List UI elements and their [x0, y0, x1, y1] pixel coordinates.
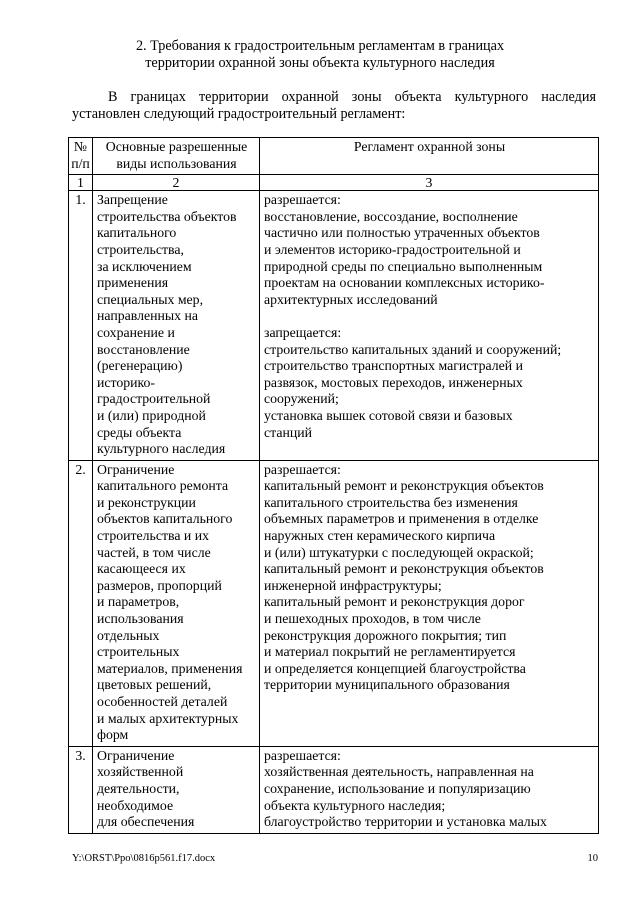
regulation-line: восстановление, воссоздание, восполнение: [264, 208, 518, 224]
intro-paragraph: В границах территории охранной зоны объекта культурного наследия установлен следующий градостроительный регламент:: [72, 89, 596, 122]
regulation-line: капитального строительства без изменения: [264, 494, 518, 510]
uses-line: специальных мер,: [97, 291, 204, 307]
uses-line: капитального ремонта: [97, 478, 229, 494]
uses-line: отдельных: [97, 627, 160, 643]
uses-line: деятельности,: [97, 780, 180, 796]
regulation-line: и (или) штукатурки с последующей окраской;: [264, 544, 534, 560]
uses-line: цветовых решений,: [97, 677, 212, 693]
regulation-line: частично или полностью утраченных объектов: [264, 225, 540, 241]
table-header-row: [69, 138, 599, 175]
header-number-line-1: №: [73, 139, 88, 154]
uses-line: строительства и их: [97, 528, 210, 544]
regulation-line: благоустройство территории и установка малых: [264, 814, 547, 830]
uses-line: форм: [97, 727, 129, 743]
regulation-line: хозяйственная деятельность, направленная на: [264, 764, 534, 780]
header-number-line-2: п/п: [71, 155, 90, 171]
table-row: [69, 746, 599, 833]
regulation-line: реконструкция дорожного покрытия; тип: [264, 627, 507, 643]
uses-line: и малых архитектурных: [97, 710, 239, 726]
row-regulation: [260, 191, 599, 461]
uses-line: хозяйственной: [97, 764, 184, 780]
uses-line: (регенерацию): [97, 358, 183, 374]
column-number-1: 1: [69, 175, 93, 191]
regulation-line: проектам на основании комплексных историко-: [264, 275, 545, 291]
regulation-line: разрешается:: [264, 192, 341, 208]
header-uses-line-1: Основные разрешенные: [105, 139, 248, 154]
table-row: [69, 191, 599, 461]
file-path: Y:\ORST\Ppo\0816p561.f17.docx: [72, 853, 216, 864]
uses-line: размеров, пропорций: [97, 577, 222, 593]
regulation-line: территории муниципального образования: [264, 677, 510, 693]
row-uses: [93, 746, 260, 833]
row-regulation: [260, 746, 599, 833]
table-row: [69, 460, 599, 746]
regulation-line: установка вышек сотовой связи и базовых: [264, 407, 513, 423]
uses-line: использования: [97, 611, 184, 627]
uses-line: объектов капитального: [97, 511, 233, 527]
uses-line: историко-: [97, 374, 156, 390]
heading-line-2: территории охранной зоны объекта культурного наследия: [145, 55, 495, 71]
uses-line: восстановление: [97, 341, 190, 357]
uses-line: Ограничение: [97, 461, 175, 477]
regulation-line: объекта культурного наследия;: [264, 797, 446, 813]
paragraph-gap: [264, 308, 595, 325]
uses-line: строительных: [97, 644, 180, 660]
header-uses-line-2: виды использования: [116, 155, 237, 171]
row-regulation: [260, 460, 599, 746]
uses-line: сохранение и: [97, 324, 175, 340]
regulation-line: инженерной инфраструктуры;: [264, 577, 442, 593]
uses-line: культурного наследия: [97, 441, 226, 457]
column-number-3: 3: [260, 175, 599, 191]
column-number-2: 2: [93, 175, 260, 191]
regulation-line: запрещается:: [264, 324, 342, 340]
regulation-line: строительство транспортных магистралей и: [264, 358, 524, 374]
row-number: 2.: [69, 460, 93, 746]
regulation-line: и пешеходных проходов, в том числе: [264, 611, 481, 627]
regulation-line: сохранение, использование и популяризацию: [264, 780, 531, 796]
header-regulation: Регламент охранной зоны: [260, 138, 599, 175]
uses-line: за исключением: [97, 258, 192, 274]
uses-line: материалов, применения: [97, 660, 243, 676]
regulation-line: архитектурных исследований: [264, 291, 438, 307]
uses-line: и параметров,: [97, 594, 180, 610]
row-number: 1.: [69, 191, 93, 461]
page-number: 10: [587, 853, 598, 864]
uses-line: градостроительной: [97, 391, 211, 407]
uses-line: капитального: [97, 225, 177, 241]
heading-line-1: 2. Требования к градостроительным регламентам в границах: [135, 38, 505, 54]
row-uses: [93, 191, 260, 461]
regulation-line: капитальный ремонт и реконструкция дорог: [264, 594, 525, 610]
uses-line: Запрещение: [97, 192, 168, 208]
regulation-line: развязок, мостовых переходов, инженерных: [264, 374, 523, 390]
uses-line: Ограничение: [97, 747, 175, 763]
section-heading: [0, 38, 640, 72]
uses-line: и реконструкции: [97, 494, 196, 510]
regulation-line: станций: [264, 424, 312, 440]
uses-line: и (или) природной: [97, 407, 206, 423]
regulation-line: сооружений;: [264, 391, 339, 407]
uses-line: касающееся их: [97, 561, 186, 577]
regulation-line: строительство капитальных зданий и сооружений;: [264, 341, 562, 357]
uses-line: для обеспечения: [97, 814, 195, 830]
uses-line: среды объекта: [97, 424, 182, 440]
regulation-line: разрешается:: [264, 747, 341, 763]
uses-line: строительства объектов: [97, 208, 237, 224]
uses-line: применения: [97, 275, 169, 291]
regulation-line: капитальный ремонт и реконструкция объектов: [264, 561, 544, 577]
regulation-table: [68, 137, 599, 834]
regulation-line: природной среды по специально выполненным: [264, 258, 543, 274]
row-uses: [93, 460, 260, 746]
regulation-line: и материал покрытий не регламентируется: [264, 644, 516, 660]
row-number: 3.: [69, 746, 93, 833]
uses-line: направленных на: [97, 308, 198, 324]
regulation-line: и определяется концепцией благоустройства: [264, 660, 526, 676]
regulation-line: наружных стен керамического кирпича: [264, 528, 496, 544]
column-number-row: [69, 175, 599, 191]
uses-line: необходимое: [97, 797, 174, 813]
uses-line: особенностей деталей: [97, 694, 228, 709]
regulation-line: разрешается:: [264, 461, 341, 477]
regulation-line: объемных параметров и применения в отделке: [264, 511, 539, 527]
uses-line: частей, в том числе: [97, 544, 211, 560]
uses-line: строительства,: [97, 241, 184, 257]
header-uses: [93, 138, 260, 175]
regulation-line: и элементов историко-градостроительной и: [264, 241, 521, 257]
regulation-line: капитальный ремонт и реконструкция объектов: [264, 478, 544, 494]
header-number: [69, 138, 93, 175]
